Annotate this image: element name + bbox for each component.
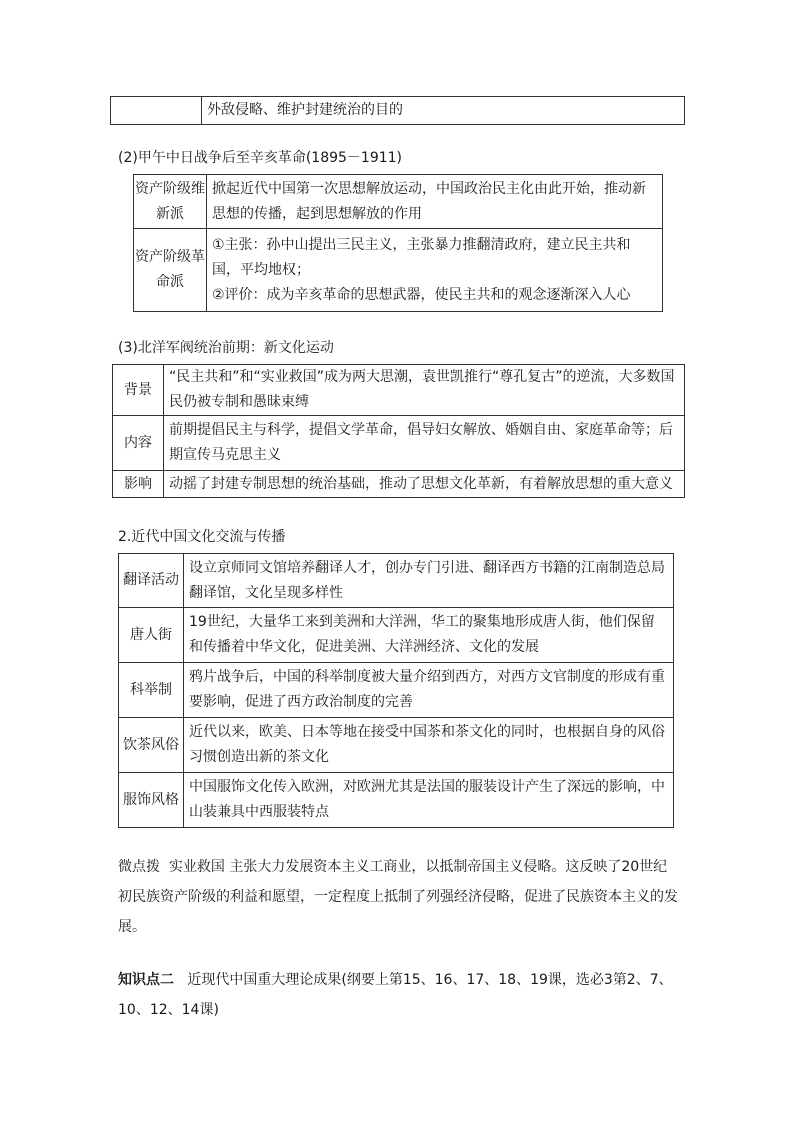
revolutionaries-evaluation: ②评价：成为辛亥革命的思想武器，使民主共和的观念逐渐深入人心	[212, 286, 631, 303]
row-label-translation: 翻译活动	[119, 554, 184, 608]
row-content-reformists: 掀起近代中国第一次思想解放运动，中国政治民主化由此开始，推动新思想的传播，起到思想解放的作用	[207, 175, 663, 229]
knowledge-label: 知识点二	[118, 972, 174, 988]
top-table	[110, 96, 685, 125]
row-label-tea-custom: 饮茶风俗	[119, 718, 184, 773]
top-table-cell: 外敌侵略、维护封建统治的目的	[202, 97, 685, 125]
revolutionaries-proposal: ①主张：孙中山提出三民主义，主张暴力推翻清政府，建立民主共和国，平均地权；	[212, 236, 631, 278]
row-content-translation: 设立京师同文馆培养翻译人才，创办专门引进、翻译西方书籍的江南制造总局翻译馆，文化呈现多样性	[184, 554, 674, 608]
section3-heading: (3)北洋军阀统治前期：新文化运动	[118, 340, 334, 356]
row-label-chinatown: 唐人街	[119, 608, 184, 663]
row-label-background: 背景	[113, 365, 164, 416]
section4-heading: 2.近代中国文化交流与传播	[118, 529, 286, 545]
row-label-influence: 影响	[113, 471, 164, 498]
row-label-imperial-exam: 科举制	[119, 663, 184, 718]
knowledge-paragraph	[118, 965, 678, 1025]
row-content-clothing-style: 中国服饰文化传入欧洲，对欧洲尤其是法国的服装设计产生了深远的影响，中山装兼具中西服装特点	[184, 773, 674, 828]
row-content-imperial-exam: 鸦片战争后，中国的科举制度被大量介绍到西方，对西方文官制度的形成有重要影响，促进了西方政治制度的完善	[184, 663, 674, 718]
row-label-revolutionaries: 资产阶级革命派	[134, 229, 207, 312]
row-content-content: 前期提倡民主与科学，提倡文学革命，倡导妇女解放、婚姻自由、家庭革命等；后期宣传马克思主义	[164, 416, 685, 471]
row-label-content: 内容	[113, 416, 164, 471]
section3-table	[112, 364, 685, 498]
knowledge-text: 近现代中国重大理论成果(纲要上第15、16、17、18、19课，选必3第2、7、10、12、14课)	[118, 972, 673, 1018]
tip-paragraph	[118, 852, 678, 942]
tip-text: 主张大力发展资本主义工商业，以抵制帝国主义侵略。这反映了20世纪初民族资产阶级的利益和愿望，一定程度上抵制了列强经济侵略，促进了民族资本主义的发展。	[118, 859, 678, 935]
row-content-background: “民主共和”和“实业救国”成为两大思潮，袁世凯推行“尊孔复古”的逆流，大多数国民仍被专制和愚昧束缚	[164, 365, 685, 416]
section2-heading: (2)甲午中日战争后至辛亥革命(1895－1911)	[118, 150, 403, 166]
row-label-clothing-style: 服饰风格	[119, 773, 184, 828]
section4-table	[118, 553, 674, 828]
tip-term: 实业救国	[168, 859, 225, 875]
tip-label: 微点拨	[118, 859, 160, 875]
row-label-reformists: 资产阶级维新派	[134, 175, 207, 229]
row-content-revolutionaries	[207, 229, 663, 312]
top-table-empty-cell	[111, 97, 202, 125]
row-content-influence: 动摇了封建专制思想的统治基础，推动了思想文化革新，有着解放思想的重大意义	[164, 471, 685, 498]
row-content-tea-custom: 近代以来，欧美、日本等地在接受中国茶和茶文化的同时，也根据自身的风俗习惯创造出新的茶文化	[184, 718, 674, 773]
row-content-chinatown: 19世纪，大量华工来到美洲和大洋洲，华工的聚集地形成唐人街，他们保留和传播着中华文化，促进美洲、大洋洲经济、文化的发展	[184, 608, 674, 663]
section2-table	[133, 174, 663, 312]
